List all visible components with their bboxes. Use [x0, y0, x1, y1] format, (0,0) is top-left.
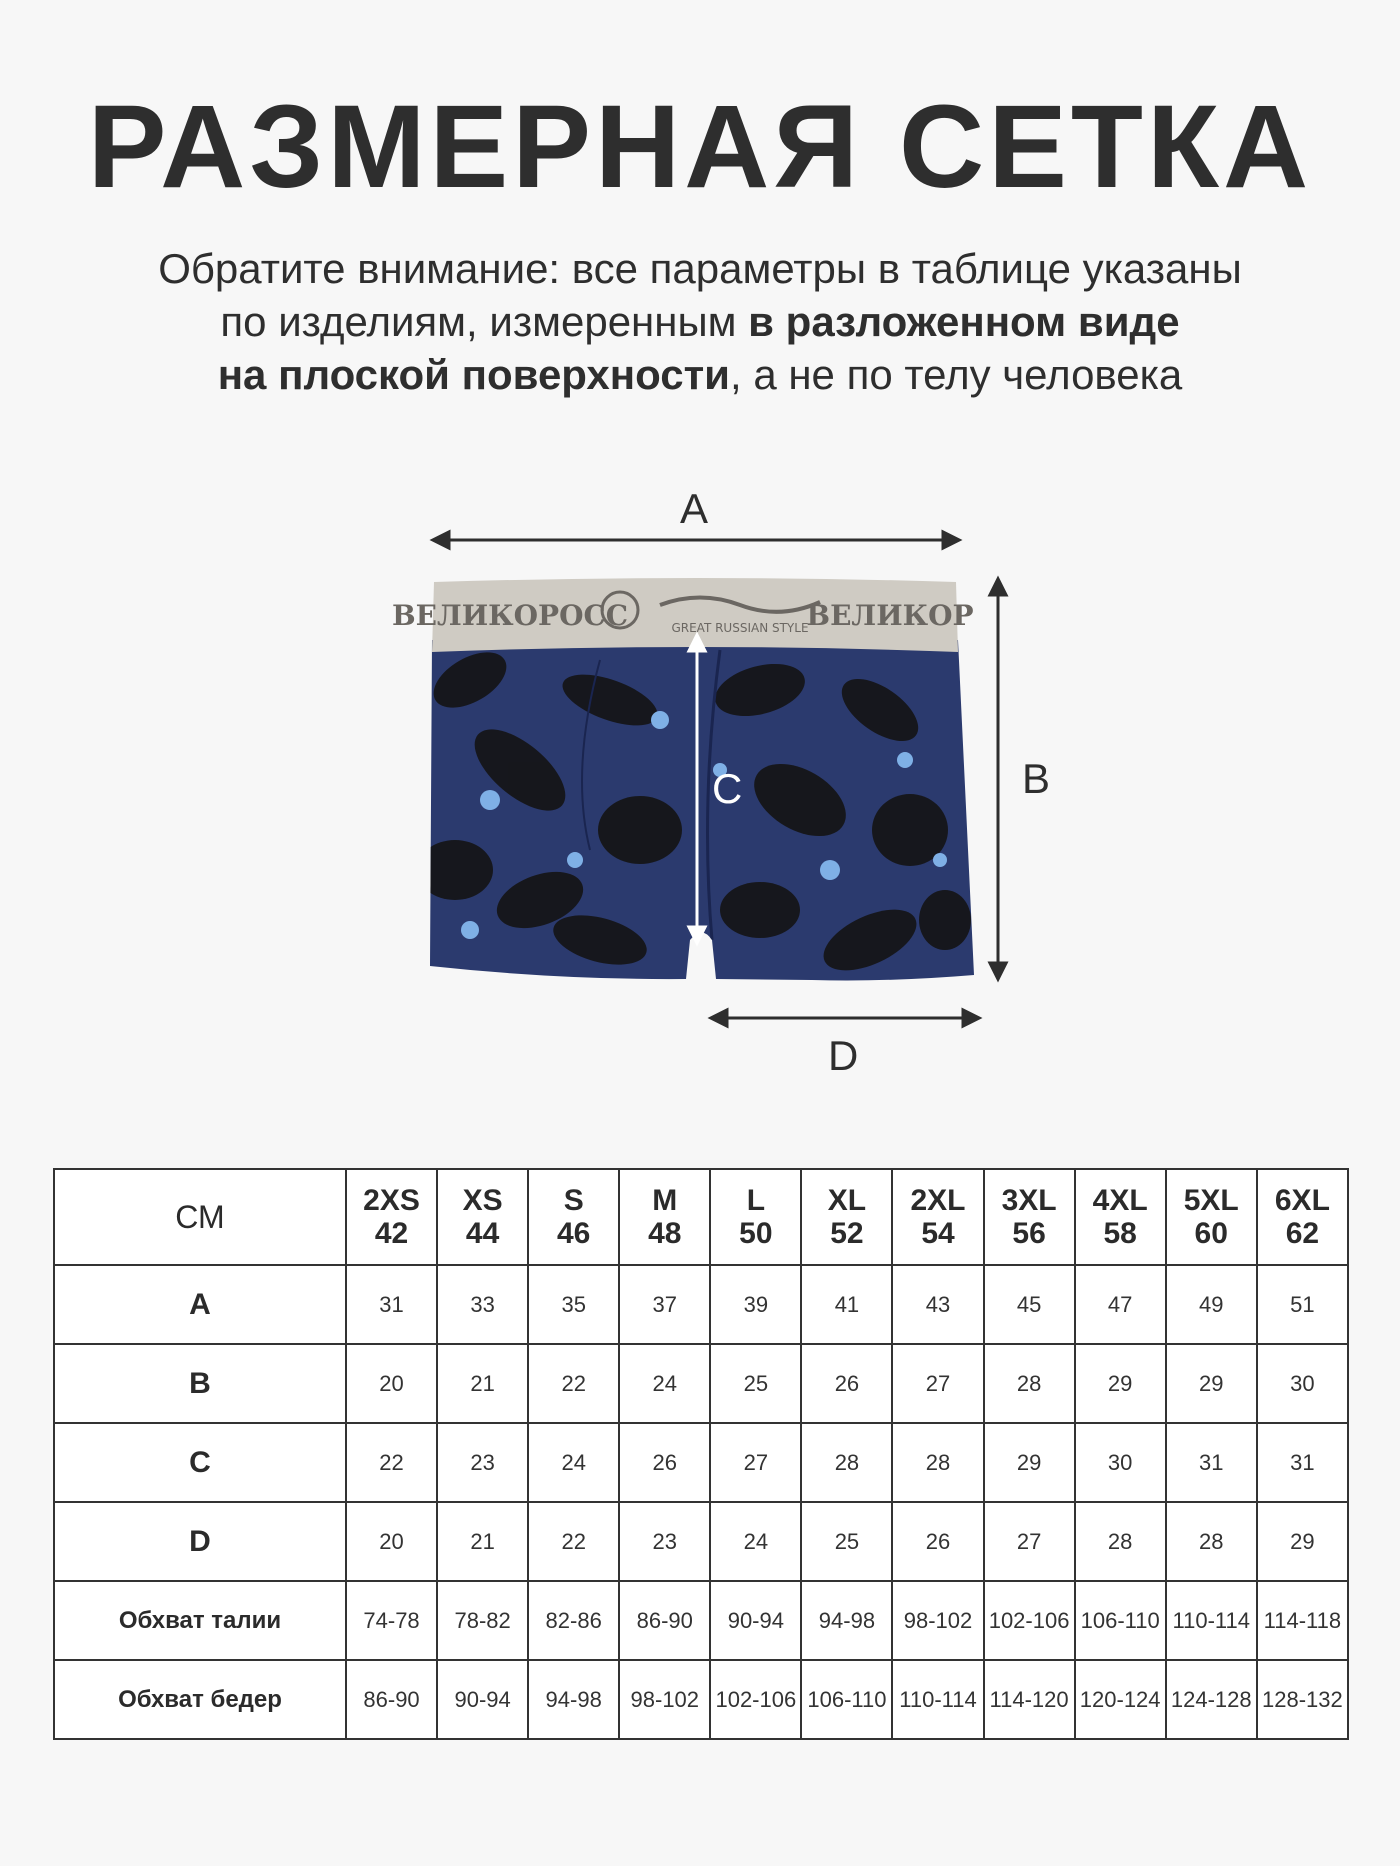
size-header — [346, 1169, 437, 1265]
table-cell: 86-90 — [346, 1660, 437, 1739]
boxer-briefs-illustration — [0, 470, 1400, 1090]
table-cell: 86-90 — [619, 1581, 710, 1660]
table-cell: 90-94 — [710, 1581, 801, 1660]
table-cell: 24 — [710, 1502, 801, 1581]
size-letter: 6XL — [1274, 1184, 1330, 1217]
row-label: A — [54, 1265, 346, 1344]
size-letter: 5XL — [1183, 1184, 1239, 1217]
size-number: 60 — [1194, 1217, 1228, 1250]
size-header — [801, 1169, 892, 1265]
product-diagram — [0, 470, 1400, 1090]
table-cell: 98-102 — [619, 1660, 710, 1739]
table-cell: 41 — [801, 1265, 892, 1344]
size-letter: S — [563, 1184, 584, 1217]
table-cell: 90-94 — [437, 1660, 528, 1739]
row-label: B — [54, 1344, 346, 1423]
unit-header: СМ — [54, 1169, 346, 1265]
table-cell: 23 — [619, 1502, 710, 1581]
size-number: 44 — [465, 1217, 500, 1250]
note-line-2-bold: в разложенном виде — [748, 298, 1180, 345]
size-number: 62 — [1285, 1217, 1320, 1250]
table-cell: 120-124 — [1075, 1660, 1166, 1739]
dimension-c-label: C — [712, 765, 743, 812]
table-cell: 33 — [437, 1265, 528, 1344]
table-cell: 20 — [346, 1502, 437, 1581]
table-cell: 82-86 — [528, 1581, 619, 1660]
size-number: 50 — [739, 1217, 773, 1250]
size-number: 54 — [921, 1217, 955, 1250]
table-cell: 24 — [619, 1344, 710, 1423]
waistband-sub: GREAT RUSSIAN STYLE — [671, 621, 809, 635]
table-cell: 94-98 — [801, 1581, 892, 1660]
note-line-3-bold: на плоской поверхности — [217, 351, 730, 398]
table-cell: 106-110 — [801, 1660, 892, 1739]
dimension-b-label: B — [1022, 755, 1051, 802]
table-row — [54, 1502, 1348, 1581]
table-cell: 30 — [1075, 1423, 1166, 1502]
table-cell: 25 — [710, 1344, 801, 1423]
size-header — [1166, 1169, 1257, 1265]
table-cell: 35 — [528, 1265, 619, 1344]
table-cell: 25 — [801, 1502, 892, 1581]
table-cell: 27 — [984, 1502, 1075, 1581]
table-cell: 29 — [984, 1423, 1075, 1502]
table-row — [54, 1660, 1348, 1739]
table-cell: 51 — [1257, 1265, 1348, 1344]
table-cell: 29 — [1257, 1502, 1348, 1581]
size-letter: 2XL — [910, 1184, 966, 1217]
row-label: Обхват талии — [54, 1581, 346, 1660]
size-number: 46 — [557, 1217, 591, 1250]
table-cell: 21 — [437, 1344, 528, 1423]
table-cell: 22 — [346, 1423, 437, 1502]
dimension-a-label: A — [680, 485, 709, 532]
table-cell: 49 — [1166, 1265, 1257, 1344]
table-cell: 30 — [1257, 1344, 1348, 1423]
size-letter: L — [746, 1184, 766, 1217]
size-number: 42 — [374, 1217, 409, 1250]
table-cell: 45 — [984, 1265, 1075, 1344]
table-cell: 27 — [710, 1423, 801, 1502]
table-cell: 94-98 — [528, 1660, 619, 1739]
table-cell: 31 — [1257, 1423, 1348, 1502]
table-cell: 28 — [892, 1423, 983, 1502]
note-line-2 — [0, 295, 1400, 348]
table-cell: 21 — [437, 1502, 528, 1581]
table-cell: 31 — [1166, 1423, 1257, 1502]
table-header-row — [54, 1169, 1348, 1265]
table-row — [54, 1265, 1348, 1344]
table-cell: 22 — [528, 1502, 619, 1581]
size-header — [437, 1169, 528, 1265]
table-cell: 124-128 — [1166, 1660, 1257, 1739]
table-cell: 23 — [437, 1423, 528, 1502]
table-cell: 29 — [1166, 1344, 1257, 1423]
size-letter: M — [652, 1184, 678, 1217]
table-cell: 28 — [801, 1423, 892, 1502]
row-label: C — [54, 1423, 346, 1502]
table-cell: 110-114 — [1166, 1581, 1257, 1660]
row-label: Обхват бедер — [54, 1660, 346, 1739]
size-chart-table — [53, 1168, 1349, 1740]
size-header — [1075, 1169, 1166, 1265]
table-cell: 24 — [528, 1423, 619, 1502]
table-cell: 106-110 — [1075, 1581, 1166, 1660]
table-row — [54, 1581, 1348, 1660]
table-cell: 29 — [1075, 1344, 1166, 1423]
size-number: 52 — [830, 1217, 864, 1250]
table-cell: 26 — [892, 1502, 983, 1581]
table-cell: 27 — [892, 1344, 983, 1423]
table-cell: 110-114 — [892, 1660, 983, 1739]
table-body — [54, 1265, 1348, 1739]
table-cell: 114-120 — [984, 1660, 1075, 1739]
table-cell: 31 — [346, 1265, 437, 1344]
waistband-logo-right: ВЕЛИКОР — [806, 599, 974, 632]
size-letter: 3XL — [1001, 1184, 1057, 1217]
table-cell: 22 — [528, 1344, 619, 1423]
size-header — [528, 1169, 619, 1265]
table-cell: 26 — [619, 1423, 710, 1502]
size-header — [1257, 1169, 1348, 1265]
table-row — [54, 1423, 1348, 1502]
size-number: 56 — [1012, 1217, 1046, 1250]
table-cell: 28 — [1166, 1502, 1257, 1581]
table-cell: 43 — [892, 1265, 983, 1344]
size-letter: 4XL — [1092, 1184, 1148, 1217]
table-cell: 98-102 — [892, 1581, 983, 1660]
dimension-d-label: D — [828, 1032, 859, 1079]
table-cell: 74-78 — [346, 1581, 437, 1660]
note-line-2-plain: по изделиям, измеренным — [220, 298, 749, 345]
size-number: 48 — [648, 1217, 682, 1250]
size-header — [710, 1169, 801, 1265]
size-number: 58 — [1103, 1217, 1137, 1250]
table-cell: 128-132 — [1257, 1660, 1348, 1739]
table-cell: 102-106 — [710, 1660, 801, 1739]
table-cell: 28 — [1075, 1502, 1166, 1581]
table-row — [54, 1344, 1348, 1423]
size-header — [984, 1169, 1075, 1265]
size-letter: 2XS — [363, 1184, 420, 1217]
size-letter: XS — [462, 1184, 503, 1217]
row-label: D — [54, 1502, 346, 1581]
size-header — [619, 1169, 710, 1265]
table-cell: 26 — [801, 1344, 892, 1423]
table-cell: 102-106 — [984, 1581, 1075, 1660]
note-line-3 — [0, 348, 1400, 401]
table-cell: 47 — [1075, 1265, 1166, 1344]
table-cell: 37 — [619, 1265, 710, 1344]
waistband-logo-left: ВЕЛИКОРОСС — [391, 599, 629, 632]
waistband — [392, 578, 974, 652]
table-cell: 78-82 — [437, 1581, 528, 1660]
table-cell: 28 — [984, 1344, 1075, 1423]
size-header — [892, 1169, 983, 1265]
size-letter: XL — [827, 1184, 867, 1217]
page-title: РАЗМЕРНАЯ СЕТКА — [87, 81, 1313, 213]
note-line-3-plain: , а не по телу человека — [729, 351, 1183, 398]
measurement-note — [0, 242, 1400, 401]
note-line-1: Обратите внимание: все параметры в таблице указаны — [158, 245, 1242, 292]
table-cell: 20 — [346, 1344, 437, 1423]
table-cell: 39 — [710, 1265, 801, 1344]
table-cell: 114-118 — [1257, 1581, 1348, 1660]
